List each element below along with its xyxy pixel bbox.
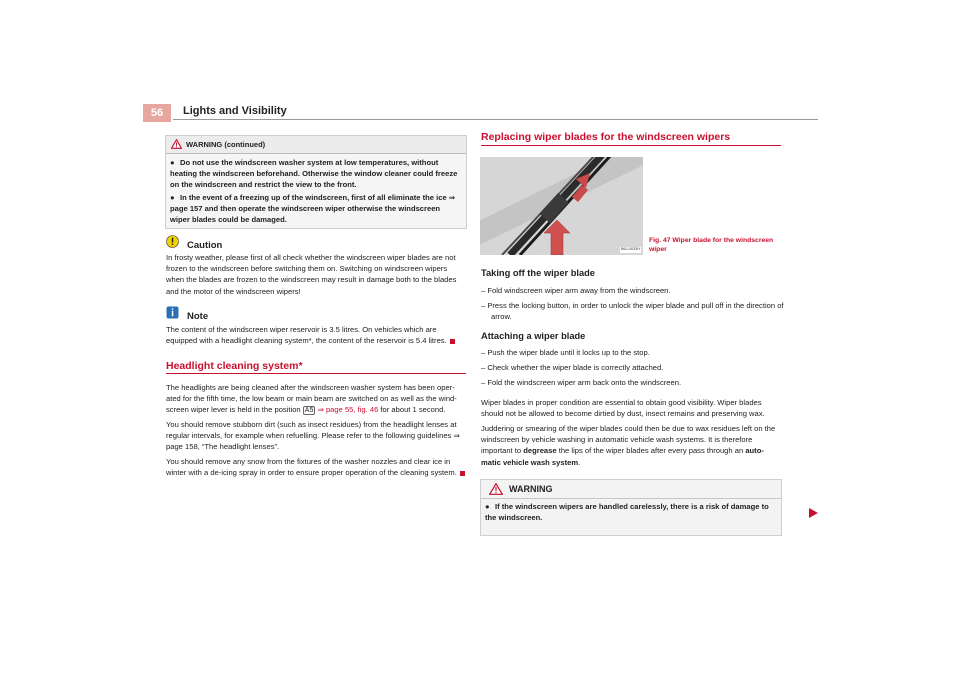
bullet-icon: ● bbox=[485, 502, 490, 511]
warning-triangle-icon bbox=[171, 139, 182, 149]
title-rule bbox=[481, 145, 781, 146]
juddering-text: Juddering or smearing of the wiper blades could then be due to wax residues left on the windscreen by vehicle washing in automatic vehicle wash systems. It is therefore important to bbox=[481, 424, 776, 456]
bullet-icon: ● bbox=[170, 158, 175, 167]
header-rule bbox=[173, 119, 818, 120]
warning-item-text: If the windscreen wipers are handled carelessly, there is a risk of damage to the windscreen. bbox=[485, 502, 769, 522]
degrease-emphasis: degrease bbox=[523, 446, 557, 456]
step-item: – Fold the windscreen wiper arm back onto the windscreen. bbox=[481, 378, 682, 387]
page-link[interactable]: ⇒ page 55, fig. 46 bbox=[317, 405, 379, 415]
warning-item bbox=[170, 157, 462, 190]
warning-item-text: In the event of a freezing up of the windscreen, first of all eliminate the ice ⇒ page 157 and then operate the windscreen wiper otherwise the windscreen wiper blades could be damaged. bbox=[170, 193, 456, 224]
note-title: Note bbox=[187, 311, 209, 322]
step-item: – Check whether the wiper blade is correctly attached. bbox=[481, 363, 664, 372]
page-number: 56 bbox=[143, 104, 171, 122]
note-icon bbox=[166, 306, 179, 319]
warning-continued-label: WARNING (continued) bbox=[186, 140, 266, 149]
caution-title: Caution bbox=[187, 240, 223, 251]
position-badge: A5 bbox=[304, 407, 314, 415]
warning-continued-box bbox=[165, 135, 467, 229]
replacing-wipers-title: Replacing wiper blades for the windscreen wipers bbox=[481, 131, 731, 143]
section-title: Lights and Visibility bbox=[183, 105, 287, 117]
wiper-blade-figure bbox=[480, 157, 643, 255]
warning-item bbox=[170, 192, 462, 225]
headlight-paragraph-2: You should remove stubborn dirt (such as insect residues) from the headlight lenses at regular intervals, for example when refuelling. Please refer to the following guidelines ⇒ page 158, “The headlight lenses”. bbox=[166, 420, 460, 452]
end-marker-icon bbox=[460, 471, 465, 476]
warning-header bbox=[481, 480, 781, 499]
headlight-paragraph-1 bbox=[166, 382, 466, 417]
headlight-p1-end: for about 1 second. bbox=[380, 405, 446, 415]
wash-system-emphasis: auto-matic vehicle wash system bbox=[481, 446, 764, 467]
attaching-title: Attaching a wiper blade bbox=[481, 331, 586, 341]
next-page-arrow-icon[interactable] bbox=[809, 508, 818, 518]
taking-off-title: Taking off the wiper blade bbox=[481, 268, 595, 278]
caution-icon bbox=[166, 235, 179, 248]
bullet-icon: ● bbox=[170, 193, 175, 202]
end-marker-icon bbox=[450, 339, 455, 344]
warning-triangle-icon bbox=[489, 483, 503, 495]
figure-code: B6J-0033H bbox=[621, 247, 640, 251]
headlight-p1-text: The headlights are being cleaned after the windscreen washer system has been oper-ated for the fifth time, the low beam or main beam are switched on as well as the wind-screen wiper lever is held in the position bbox=[166, 383, 457, 415]
headlight-cleaning-title: Headlight cleaning system* bbox=[166, 360, 303, 372]
wiper-blade-illustration bbox=[480, 157, 643, 255]
warning-item bbox=[485, 501, 777, 523]
warning-box bbox=[480, 479, 782, 536]
note-text bbox=[166, 324, 466, 346]
paragraph-visibility: Wiper blades in proper condition are essential to obtain good visibility. Wiper blades should not be allowed to become dirtied by dust, insect remains and preserving wax. bbox=[481, 398, 765, 419]
juddering-text-2: the lips of the wiper blades after every pass through an bbox=[558, 446, 744, 456]
caution-text: In frosty weather, please first of all check whether the windscreen wiper blades are not frozen to the windscreen before switching them on. Switching on windscreen wipers when the blades are frozen to the windscreen may result in damage both to the blades and the motor of the windscreen wipers! bbox=[166, 253, 457, 296]
paragraph-juddering bbox=[481, 423, 781, 468]
note-body: The content of the windscreen wiper reservoir is 3.5 litres. On vehicles which are equipped with a headlight cleaning system*, the content of the reservoir is 5.4 litres. bbox=[166, 325, 447, 346]
step-item: – Push the wiper blade until it locks up to the stop. bbox=[481, 348, 650, 357]
step-item: – Press the locking button, in order to unlock the wiper blade and pull off in the direction of arrow. bbox=[481, 301, 784, 321]
juddering-end: . bbox=[578, 457, 581, 467]
headlight-p3-text: You should remove any snow from the fixtures of the washer nozzles and clear ice in winter with a de-icing spray in order to ensure proper operation of the cleaning system. bbox=[166, 457, 457, 478]
warning-item-text: Do not use the windscreen washer system at low temperatures, without heating the windscreen beforehand. Otherwise the window cleaner could freeze on the windscreen and restrict the view to the front. bbox=[170, 158, 458, 189]
step-item: – Fold windscreen wiper arm away from the windscreen. bbox=[481, 286, 671, 295]
headlight-paragraph-3 bbox=[166, 456, 466, 478]
figure-caption: Fig. 47 Wiper blade for the windscreen wiper bbox=[649, 237, 774, 253]
warning-title: WARNING bbox=[509, 484, 553, 494]
title-rule bbox=[166, 373, 466, 374]
warning-continued-header bbox=[166, 136, 466, 154]
